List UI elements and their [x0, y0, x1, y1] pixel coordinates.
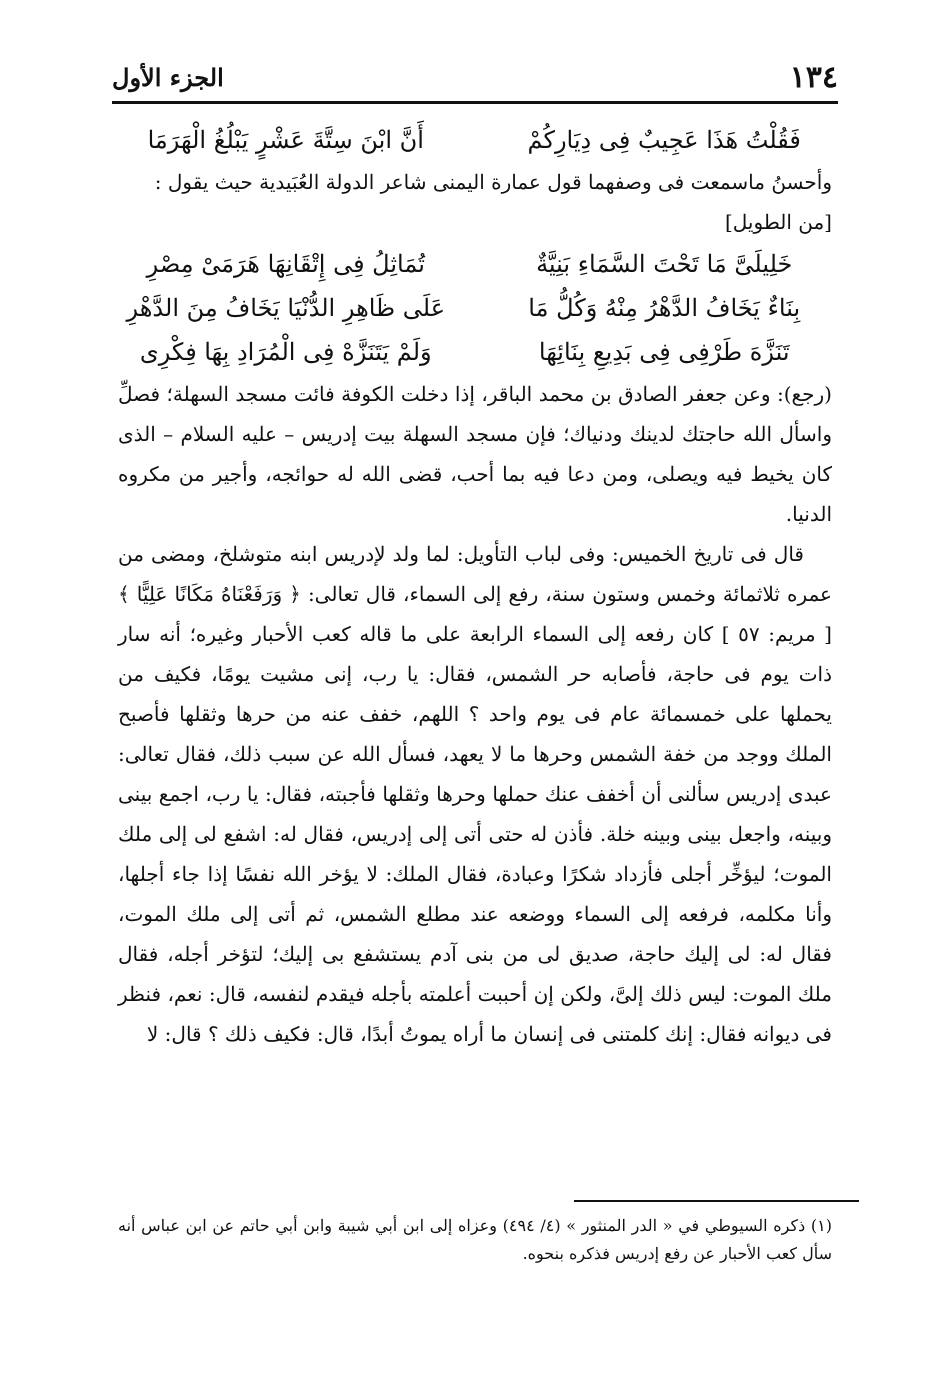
meter-label: [من الطويل]: [724, 210, 832, 234]
verse-second-hemistich: أَنَّ ابْنَ سِتَّةَ عَشْرٍ يَبْلُغُ الْهَرَمَا: [147, 126, 424, 154]
running-title: الجزء الأول: [112, 63, 224, 92]
intro-paragraph: وأحسنُ ماسمعت فى وصفهما قول عمارة اليمنى شاعر الدولة العُبَيدية حيث يقول :: [154, 170, 832, 194]
verse-first-hemistich: بِنَاءٌ يَخَافُ الدَّهْرُ مِنْهُ وَكُلُّ مَا: [528, 294, 801, 322]
page-header: [112, 58, 838, 98]
verse-second-hemistich: عَلَى ظَاهِرِ الدُّنْيَا يَخَافُ مِنَ الدَّهْرِ: [126, 294, 446, 322]
verse-line: [118, 118, 832, 162]
verse-second-hemistich: تُمَاثِلُ فِى إِتْقَانِهَا هَرَمَىْ مِصْرِ: [146, 250, 425, 278]
footnote: (١) ذكره السيوطي في « الدر المنثور » (٤/ ٤٩٤) وعزاه إلى ابن أبي شيبة وابن أبي حاتم عن ابن عباس أنه سأل كعب الأحبار عن رفع إدريس فذكره بنحوه.: [118, 1216, 833, 1263]
verse-first-hemistich: تَنَزَّهَ طَرْفِى فِى بَدِيعِ بِنَائِهَا: [538, 338, 790, 366]
header-rule: [112, 101, 838, 104]
body-paragraph-masjid-sahla: (رجع): وعن جعفر الصادق بن محمد الباقر، إذا دخلت الكوفة فائت مسجد السهلة؛ فصلِّ واسأل الله حاجتك لدينك ودنياك؛ فإن مسجد السهلة بيت إدريس – عليه السلام – الذى كان يخيط فيه ويصلى، ومن دعا فيه بما أحب، قضى الله له حوائجه، وأجير من مكروه الدنيا.: [118, 382, 832, 526]
verse-second-hemistich: وَلَمْ يَتَنَزَّهْ فِى الْمُرَادِ بِهَا فِكْرِى: [139, 338, 432, 366]
poem-verse: [118, 330, 832, 374]
verse-first-hemistich: خَلِيلَىَّ مَا تَحْتَ السَّمَاءِ بَنِيَّةٌ: [536, 250, 793, 278]
footnote-rule: [574, 1200, 859, 1202]
page-content: [118, 118, 832, 1054]
body-paragraph-idris: قال فى تاريخ الخميس: وفى لباب التأويل: لما ولد لإدريس ابنه متوشلخ، ومضى من عمره ثلاثمائة وخمس وستون سنة، رفع إلى السماء، قال تعالى: ﴿ وَرَفَعْنَاهُ مَكَانًا عَلِيًّا ﴾ [ مريم: ٥٧ ] كان رفعه إلى السماء الرابعة على ما قاله كعب الأحبار وغيره؛ أنه سار ذات يوم فى حاجة، فأصابه حر الشمس، فقال: يا رب، إنى مشيت يومًا، فكيف من يحملها على خمسمائة عام فى يوم واحد ؟ اللهم، خفف عنه من حرها وثقلها فأصبح الملك ووجد من خفة الشمس وحرها ما لا يعهد، فسأل الله عن سبب ذلك، فقال تعالى: عبدى إدريس سألنى أن أخفف عنك حملها وحرها وثقلها فأجبته، فقال: يا رب، اجمع بينى وبينه، واجعل بينى وبينه خلة. فأذن له حتى أتى إلى إدريس، فقال له: اشفع لى إلى ملك الموت؛ ليؤخِّر أجلى فأزداد شكرًا وعبادة، فقال الملك: لا يؤخر الله نفسًا إذا جاء أجلها، وأنا مكلمه، فرفعه إلى السماء ووضعه عند مطلع الشمس، ثم أتى إلى ملك الموت، فقال له: لى إليك حاجة، صديق لى من بنى آدم يستشفع بى إليك؛ لتؤخر أجله، فقال ملك الموت: ليس ذلك إلىَّ، ولكن إن أحببت أعلمته بأجله فيقدم لنفسه، قال: نعم، فنظر فى ديوانه فقال: إنك كلمتنى فى إنسان ما أراه يموتُ أبدًا، قال: فكيف ذلك ؟ قال: لا: [118, 542, 832, 1046]
verse-first-hemistich: فَقُلْتُ هَذَا عَجِيبٌ فِى دِيَارِكُمْ: [527, 126, 801, 154]
page-number: ١٣٤: [789, 60, 838, 95]
poem-verse: [118, 242, 832, 286]
poem-verse: [118, 286, 832, 330]
